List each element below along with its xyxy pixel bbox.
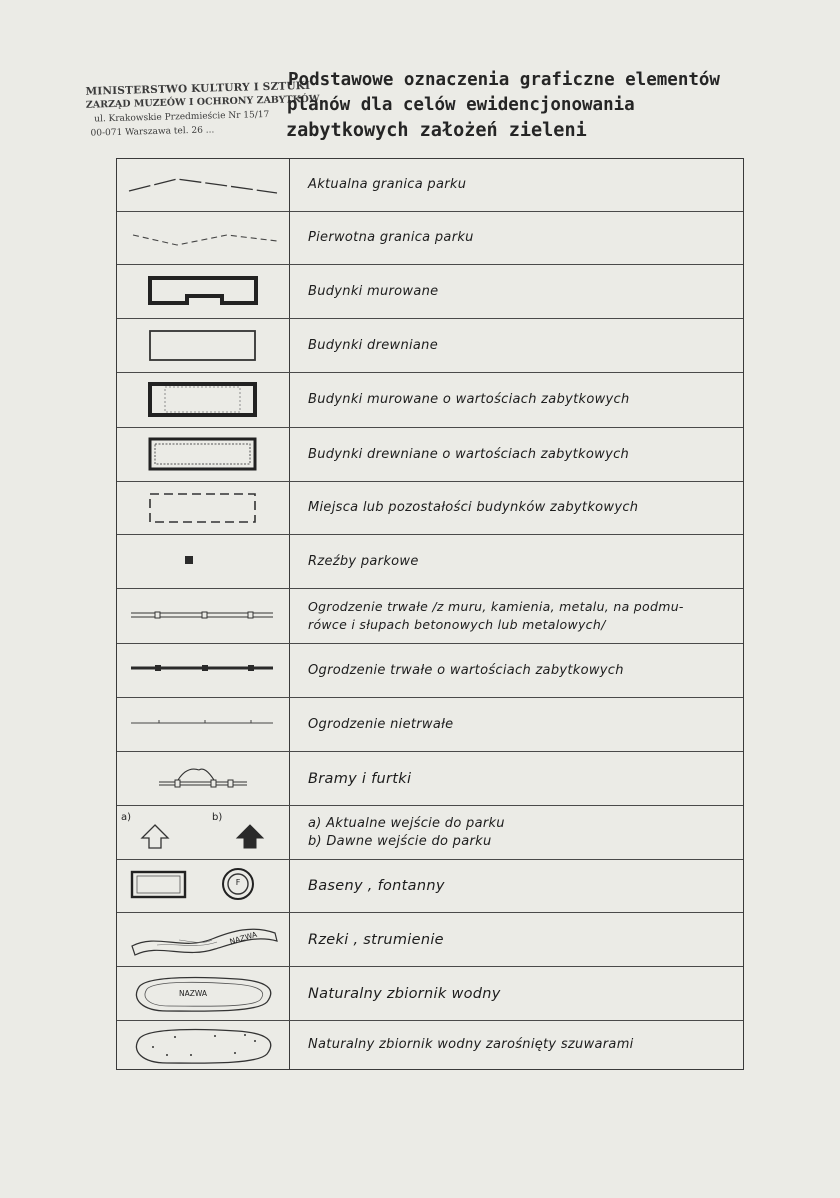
pools-fountains-symbol xyxy=(117,860,290,912)
current-park-boundary-symbol xyxy=(117,159,290,211)
legend-row xyxy=(117,589,743,644)
fountain-letter: F xyxy=(235,878,241,887)
legend-table xyxy=(116,158,744,1070)
original-park-boundary-symbol xyxy=(117,211,290,264)
legend-row xyxy=(117,752,743,806)
legend-row xyxy=(117,913,743,967)
legend-label-line-1: a) Aktualne wejście do parku xyxy=(308,815,505,831)
river-name-label: NAZWA xyxy=(228,929,258,947)
park-entrance-symbols xyxy=(117,806,290,859)
wooden-building-symbol xyxy=(117,319,290,372)
institution-stamp xyxy=(85,79,320,140)
legend-label: Aktualna granica parku xyxy=(308,177,467,192)
legend-label: Budynki drewniane o wartościach zabytkowych xyxy=(308,446,630,462)
former-entrance-arrow-icon xyxy=(237,825,263,848)
legend-row xyxy=(117,860,743,913)
legend-row xyxy=(117,967,743,1021)
legend-row xyxy=(117,1021,743,1070)
legend-row xyxy=(117,482,743,535)
historic-masonry-building-symbol xyxy=(117,373,290,427)
legend-row xyxy=(117,428,743,482)
legend-label xyxy=(290,806,743,859)
legend-label: Budynki murowane xyxy=(308,283,439,299)
reed-overgrown-water-body-symbol xyxy=(117,1021,290,1069)
legend-label: Budynki drewniane xyxy=(308,337,438,353)
legend-label: Pierwotna granica parku xyxy=(308,229,474,245)
stamp-line-2: ZARZĄD MUZEÓW I OCHRONY ZABYTKÓW xyxy=(85,93,320,111)
entrance-label-b: b) xyxy=(212,812,223,823)
stamp-line-1: MINISTERSTWO KULTURY I SZTUKI xyxy=(85,79,311,98)
legend-row xyxy=(117,211,743,265)
legend-label-line-2: rówce i słupach betonowych lub metalowych/ xyxy=(308,617,606,632)
masonry-building-symbol xyxy=(117,265,290,318)
legend-label-line-2: b) Dawne wejście do parku xyxy=(308,833,492,849)
historic-building-remains-symbol xyxy=(117,482,290,534)
legend-label-line-1: Ogrodzenie trwałe /z muru, kamienia, metalu, na podmu- xyxy=(308,599,684,614)
legend-label: Ogrodzenie nietrwałe xyxy=(308,716,454,732)
legend-row xyxy=(117,698,743,752)
current-entrance-arrow-icon xyxy=(142,825,168,848)
historic-wooden-building-symbol xyxy=(117,428,290,481)
title-line-2: planów dla celów ewidencjonowania xyxy=(287,95,635,115)
permanent-fence-symbol xyxy=(117,589,290,643)
stamp-line-4: 00-071 Warszawa tel. 26 ... xyxy=(90,125,215,139)
stamp-line-3: ul. Krakowskie Przedmieście Nr 15/17 xyxy=(94,109,270,125)
legend-label: Bramy i furtki xyxy=(308,770,412,787)
legend-row xyxy=(117,319,743,373)
document-title xyxy=(286,68,726,143)
legend-label: Miejsca lub pozostałości budynków zabytkowych xyxy=(308,500,639,515)
legend-label: Naturalny zbiornik wodny xyxy=(308,985,501,1002)
legend-label: Naturalny zbiornik wodny zarośnięty szuwarami xyxy=(308,1037,634,1052)
legend-label: Ogrodzenie trwałe o wartościach zabytkowych xyxy=(308,662,624,678)
legend-label: Baseny , fontanny xyxy=(308,878,445,894)
legend-label xyxy=(290,589,743,643)
legend-row xyxy=(117,535,743,589)
water-body-name-label: NAZWA xyxy=(179,989,208,998)
entrance-label-a: a) xyxy=(121,812,132,823)
legend-row xyxy=(117,806,743,860)
historic-permanent-fence-symbol xyxy=(117,644,290,697)
legend-row xyxy=(117,373,743,428)
legend-label: Rzeźby parkowe xyxy=(308,553,419,569)
park-sculpture-symbol xyxy=(117,535,290,588)
title-line-1: Podstawowe oznaczenia graficzne elementów xyxy=(288,70,720,90)
title-line-3: zabytkowych założeń zieleni xyxy=(286,120,587,141)
gates-symbol xyxy=(117,752,290,805)
legend-label: Rzeki , strumienie xyxy=(308,931,444,948)
legend-label: Budynki murowane o wartościach zabytkowych xyxy=(308,392,630,407)
rivers-streams-symbol xyxy=(117,913,290,966)
legend-row xyxy=(117,644,743,698)
temporary-fence-symbol xyxy=(117,698,290,751)
natural-water-body-symbol xyxy=(117,967,290,1020)
legend-row xyxy=(117,265,743,319)
legend-row xyxy=(117,158,743,212)
